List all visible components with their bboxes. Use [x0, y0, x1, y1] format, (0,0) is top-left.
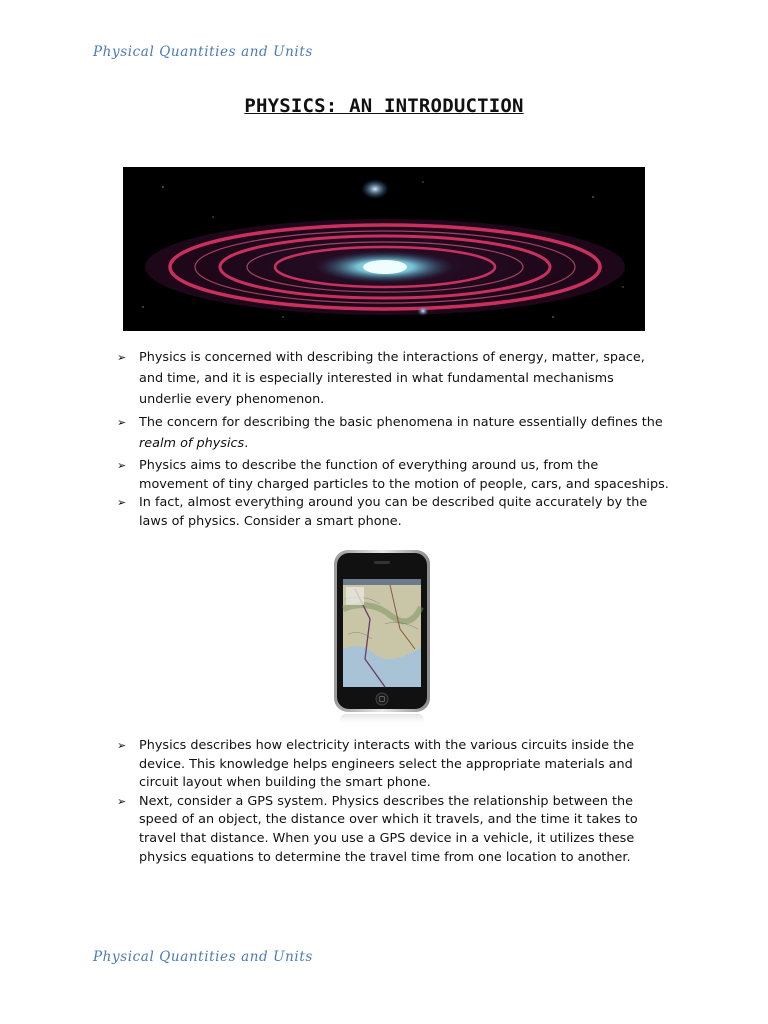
list-item	[117, 412, 669, 454]
galaxy-image	[123, 167, 645, 331]
list-item-text-end: .	[244, 436, 249, 451]
list-item-text: Physics describes how electricity interacts with the various circuits inside the device. This knowledge helps engineers select the appropriate materials and circuit layout when building the smart phone.	[139, 738, 635, 791]
arrow-bullet-icon: ➢	[117, 496, 127, 509]
list-item	[117, 494, 669, 531]
page-title: PHYSICS: AN INTRODUCTION	[244, 95, 524, 117]
list-item	[117, 457, 669, 494]
bullet-list-intro	[117, 347, 669, 531]
list-item	[117, 793, 669, 867]
bullet-list-applications	[117, 737, 669, 867]
emphasized-term: realm of physics	[139, 436, 245, 451]
arrow-bullet-icon: ➢	[117, 739, 127, 752]
list-item-text: Physics is concerned with describing the interactions of energy, matter, space, and time, and it is especially interested in what fundamental mechanisms underlie every phenomenon.	[139, 350, 645, 407]
page-footer: Physical Quantities and Units	[93, 949, 313, 965]
page-header: Physical Quantities and Units	[93, 44, 313, 60]
list-item-text: The concern for describing the basic phenomena in nature essentially defines the	[139, 415, 663, 430]
list-item	[117, 737, 669, 793]
arrow-bullet-icon: ➢	[117, 459, 127, 472]
arrow-bullet-icon: ➢	[117, 351, 127, 364]
list-item-text: Next, consider a GPS system. Physics describes the relationship between the speed of an object, the distance over which it travels, and the time it takes to travel that distance. When you use a GPS device in a vehicle, it utilizes these physics equations to determine the travel time from one location to another.	[139, 793, 638, 865]
arrow-bullet-icon: ➢	[117, 794, 127, 808]
arrow-bullet-icon: ➢	[117, 416, 127, 429]
list-item	[117, 347, 669, 410]
list-item-text: Physics aims to describe the function of everything around us, from the movement of tiny charged particles to the motion of people, cars, and spaceships.	[139, 458, 669, 492]
list-item-text: In fact, almost everything around you can be described quite accurately by the laws of physics. Consider a smart phone.	[139, 495, 648, 529]
smartphone-image	[330, 549, 434, 727]
